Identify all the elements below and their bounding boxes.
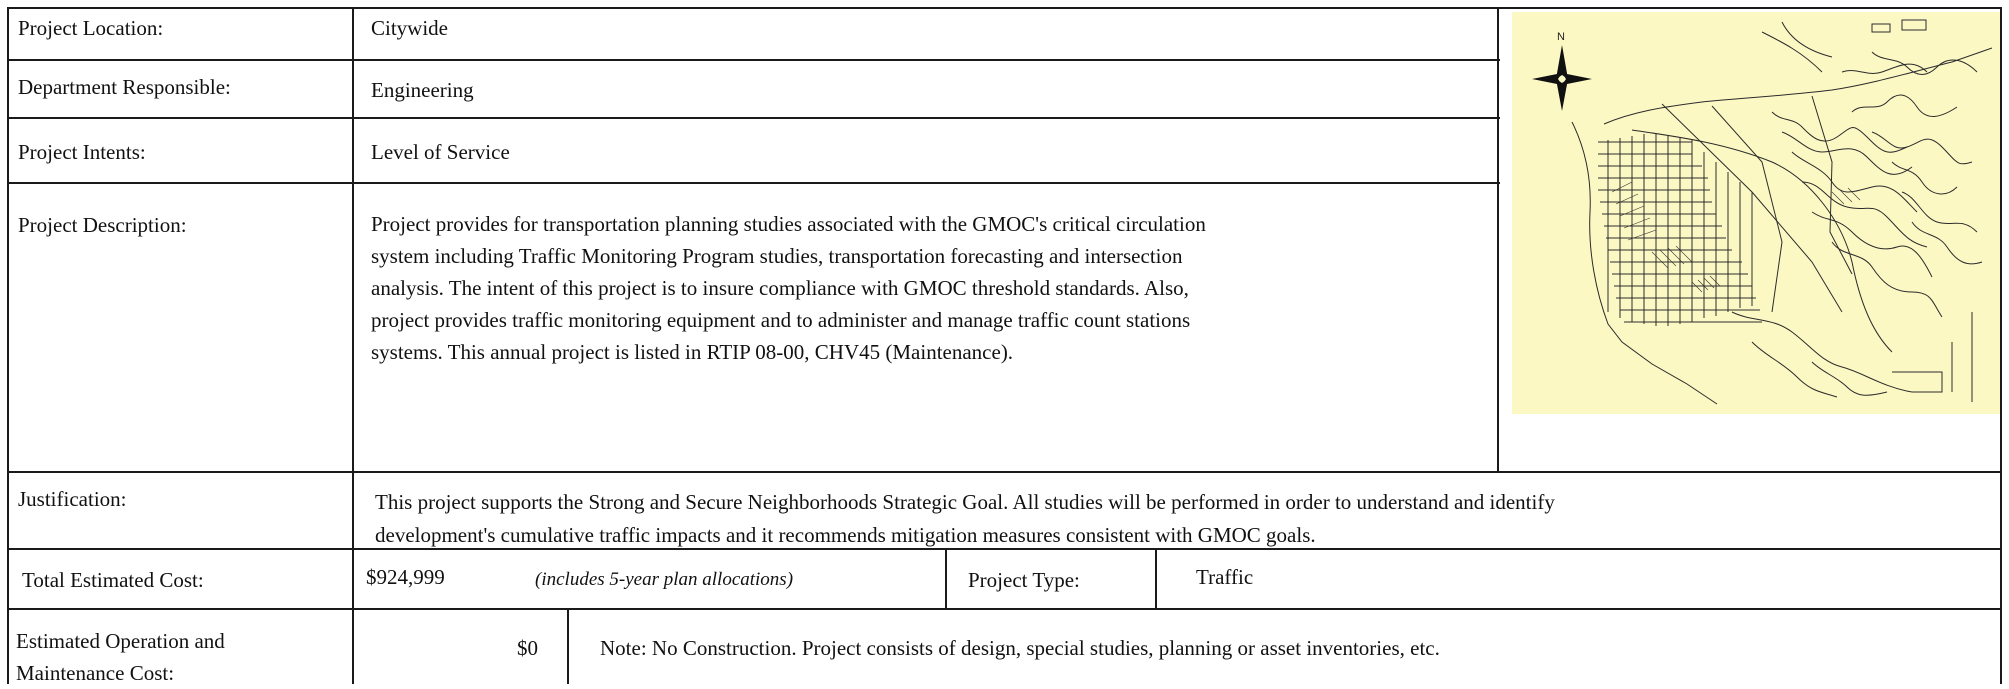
city-street-map (1512, 12, 2000, 414)
rule (2000, 7, 2002, 684)
department-label: Department Responsible: (18, 75, 231, 99)
om-note: Note: No Construction. Project consists of design, special studies, planning or asset inventories, etc. (600, 636, 1440, 660)
rule (7, 7, 2002, 9)
rule (1155, 548, 1157, 609)
cost-allocation-note: (includes 5-year plan allocations) (535, 569, 794, 590)
project-type-value: Traffic (1196, 565, 1254, 589)
justification-text: This project supports the Strong and Secure Neighborhoods Strategic Goal. All studies will be performed in order to understand and identify development's cumulative traffic impacts and it recommends mitigation measures consistent with GMOC goals. (375, 490, 1555, 547)
north-label: N (1557, 31, 1565, 43)
total-cost-label: Total Estimated Cost: (22, 568, 204, 592)
project-location-value: Citywide (371, 16, 448, 40)
project-type-label: Project Type: (968, 568, 1080, 592)
rule (7, 471, 2002, 473)
project-description-text: Project provides for transportation planning studies associated with the GMOC's critical circulation system including Traffic Monitoring Program studies, transportation forecasting and intersection analysis. The intent of this project is to insure compliance with GMOC threshold standards. Also, project provides traffic monitoring equipment and to administer and manage traffic count stations systems. This annual project is listed in RTIP 08-00, CHV45 (Maintenance). (371, 212, 1206, 364)
rule (567, 608, 569, 684)
department-value: Engineering (371, 78, 474, 102)
rule (7, 608, 2002, 610)
project-location-label: Project Location: (18, 16, 164, 40)
project-intents-value: Level of Service (371, 140, 510, 164)
project-description-label: Project Description: (18, 213, 187, 237)
rule (7, 59, 1500, 61)
om-cost-label-line2: Maintenance Cost: (16, 661, 175, 685)
om-cost-label-line1: Estimated Operation and (16, 629, 225, 653)
rule (7, 7, 9, 684)
rule (7, 182, 1500, 184)
project-intents-label: Project Intents: (18, 140, 146, 164)
map-background (1512, 12, 2000, 414)
rule (1497, 7, 1499, 472)
total-cost-value: $924,999 (366, 565, 445, 589)
justification-label: Justification: (18, 487, 127, 511)
om-cost-value: $0 (517, 636, 538, 660)
rule (7, 117, 1500, 119)
rule (945, 548, 947, 609)
rule (352, 7, 354, 684)
